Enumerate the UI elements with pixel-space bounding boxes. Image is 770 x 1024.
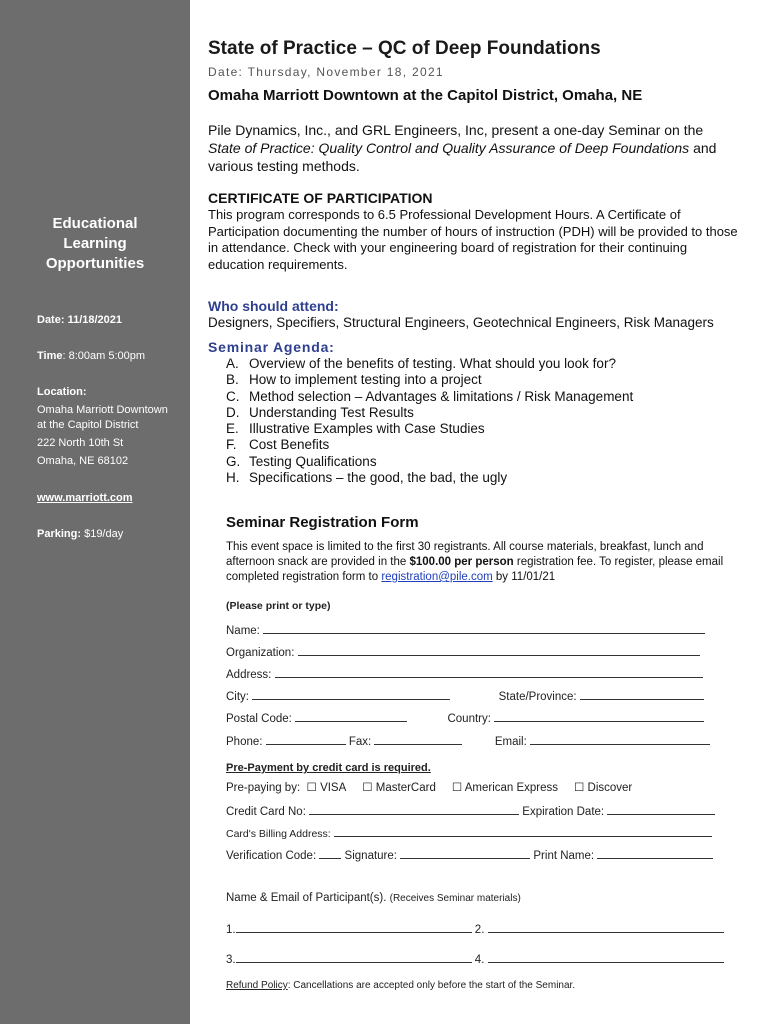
signature-field[interactable] (400, 847, 530, 859)
sidebar-location-line2: at the Capitol District (37, 419, 139, 431)
address-row: Address: (226, 666, 703, 681)
participants-row-2: 3. 4. (226, 951, 724, 966)
who-heading: Who should attend: (208, 298, 339, 314)
sidebar-location-line3: 222 North 10th St (37, 437, 124, 449)
print-note: (Please print or type) (226, 600, 331, 612)
sidebar-website-link[interactable]: www.marriott.com (37, 492, 133, 504)
agenda-item: F. Cost Benefits (226, 437, 330, 453)
agenda-item: H. Specifications – the good, the bad, the ugly (226, 470, 508, 486)
refund-policy: Refund Policy: Cancellations are accepted only before the start of the Seminar. (226, 980, 576, 991)
page-title: State of Practice – QC of Deep Foundations (208, 38, 601, 59)
sidebar-location: Location: (37, 386, 87, 398)
phone-row: Phone: Fax: Email: (226, 733, 710, 748)
certificate-text: This program corresponds to 6.5 Professional Development Hours. A Certificate of Participation documenting the number of hours of instruction (PDH) will be provided to those in attendance. Check with your engineering board of registration for their continuing education requirements. (208, 207, 738, 272)
postal-code-field[interactable] (295, 710, 407, 722)
card-number-field[interactable] (309, 803, 519, 815)
participant-1-field[interactable] (236, 921, 472, 933)
card-row: Credit Card No: Expiration Date: (226, 803, 715, 818)
state-field[interactable] (580, 688, 704, 700)
print-name-field[interactable] (597, 847, 713, 859)
empty-checkbox-icon[interactable]: ☐ (362, 782, 373, 794)
sidebar-parking: Parking: $19/day (37, 528, 124, 540)
postal-row: Postal Code: Country: (226, 710, 704, 725)
event-venue: Omaha Marriott Downtown at the Capitol District, Omaha, NE (208, 87, 643, 104)
name-field[interactable] (263, 622, 705, 634)
registration-text: This event space is limited to the first 30 registrants. All course materials, breakfast, lunch and afternoon snack are provided in the $100.00 per person registration fee. To register, please email completed registration form to registration@pile.com by 11/01/21 (226, 541, 724, 583)
billing-address-field[interactable] (334, 825, 712, 837)
prepay-heading: Pre-Payment by credit card is required. (226, 762, 431, 774)
empty-checkbox-icon[interactable]: ☐ (451, 782, 463, 794)
agenda-item: G. Testing Qualifications (226, 453, 377, 469)
city-row: City: State/Province: (226, 688, 704, 703)
city-field[interactable] (252, 688, 450, 700)
intro-paragraph: Pile Dynamics, Inc., and GRL Engineers, Inc, present a one-day Seminar on the State of Practice: Quality Control and Quality Assurance of Deep Foundations and various testing methods. (208, 122, 717, 174)
participants-row-1: 1. 2. (226, 921, 724, 936)
sidebar (0, 0, 190, 1024)
participant-4-field[interactable] (488, 951, 724, 963)
fax-field[interactable] (374, 733, 462, 745)
empty-checkbox-icon[interactable]: ☐ (574, 782, 585, 794)
who-text: Designers, Specifiers, Structural Engineers, Geotechnical Engineers, Risk Managers (208, 315, 714, 330)
sidebar-heading: Educational Learning Opportunities (45, 215, 145, 272)
verification-field[interactable] (319, 847, 341, 859)
organization-row: Organization: (226, 644, 700, 659)
agenda-item: E. Illustrative Examples with Case Studies (226, 421, 485, 437)
verification-row: Verification Code: Signature: Print Name: (226, 847, 713, 862)
registration-email-link[interactable]: registration@pile.com (381, 571, 493, 583)
participant-3-field[interactable] (236, 951, 472, 963)
event-date: Date: Thursday, November 18, 2021 (208, 65, 444, 79)
registration-heading: Seminar Registration Form (226, 514, 419, 531)
sidebar-time: Time: 8:00am 5:00pm (37, 350, 146, 362)
phone-field[interactable] (266, 733, 346, 745)
organization-field[interactable] (298, 644, 700, 656)
agenda-item: A. Overview of the benefits of testing. What should you look for? (226, 356, 616, 371)
participants-heading: Name & Email of Participant(s). (Receives Seminar materials) (226, 892, 521, 904)
address-field[interactable] (275, 666, 703, 678)
participant-2-field[interactable] (488, 921, 724, 933)
sidebar-location-line4: Omaha, NE 68102 (37, 455, 129, 467)
country-field[interactable] (494, 710, 704, 722)
prepay-row: Pre-paying by: ☐ VISA ☐ MasterCard ☐ American Express ☐ Discover (226, 782, 633, 794)
agenda-heading: Seminar Agenda: (208, 339, 335, 355)
billing-row: Card's Billing Address: (226, 825, 712, 840)
expiration-field[interactable] (607, 803, 715, 815)
email-field[interactable] (530, 733, 710, 745)
agenda-item: B. How to implement testing into a project (226, 372, 482, 388)
name-row: Name: (226, 622, 705, 637)
empty-checkbox-icon[interactable]: ☐ (306, 782, 317, 794)
sidebar-location-line1: Omaha Marriott Downtown (37, 404, 168, 416)
certificate-heading: CERTIFICATE OF PARTICIPATION (208, 190, 433, 206)
agenda-item: C. Method selection – Advantages & limitations / Risk Management (226, 388, 634, 404)
agenda-item: D. Understanding Test Results (226, 404, 414, 420)
agenda-list (226, 356, 633, 486)
sidebar-date: Date: 11/18/2021 (37, 314, 123, 326)
